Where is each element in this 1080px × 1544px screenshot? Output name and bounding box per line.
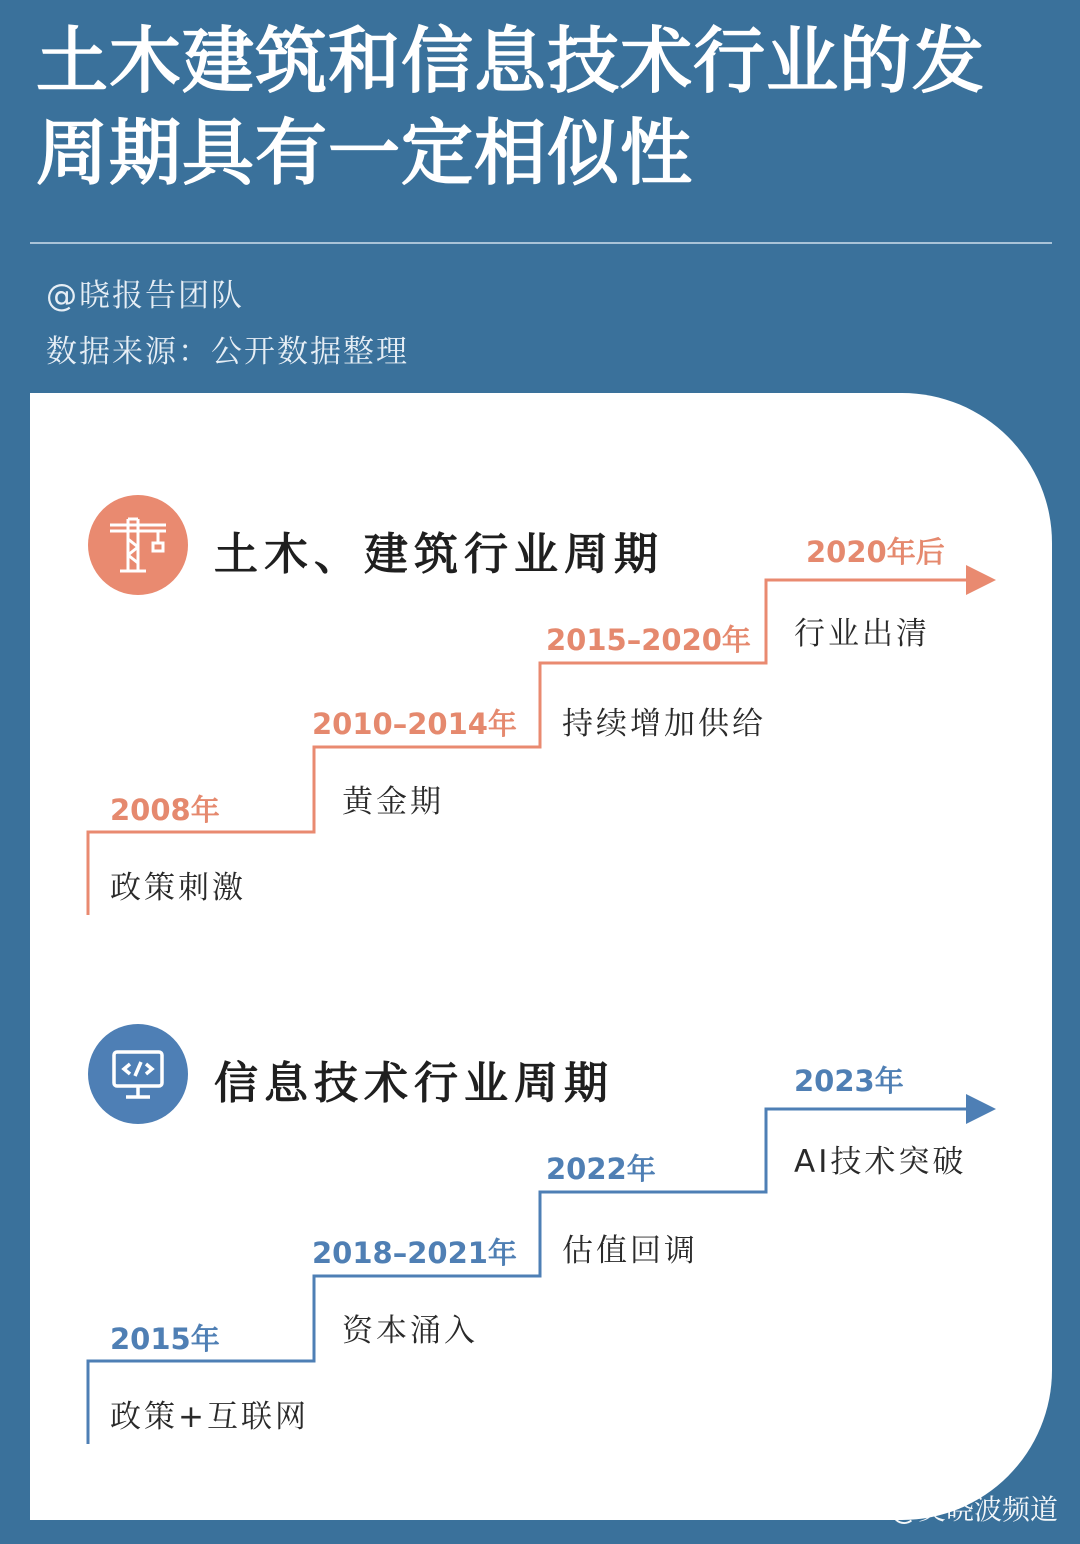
step-desc: 政策+互联网 — [110, 1399, 309, 1435]
step-desc: 持续增加供给 — [562, 706, 766, 742]
section-title-it: 信息技术行业周期 — [214, 1058, 614, 1109]
step-desc: 黄金期 — [342, 784, 444, 820]
step-year: 2022年 — [546, 1152, 656, 1186]
author-credit: @晓报告团队 — [46, 278, 244, 314]
section-title-construction: 土木、建筑行业周期 — [214, 529, 664, 580]
step-desc: 行业出清 — [794, 616, 930, 652]
title-line-1: 土木建筑和信息技术行业的发 — [36, 22, 986, 103]
watermark: @吴晓波频道 — [889, 1493, 1058, 1526]
step-year: 2020年后 — [806, 535, 945, 569]
step-year: 2015–2020年 — [546, 623, 751, 657]
step-desc: 估值回调 — [562, 1233, 698, 1269]
step-year: 2008年 — [110, 793, 220, 827]
step-year: 2018–2021年 — [312, 1236, 517, 1270]
step-desc: 资本涌入 — [342, 1313, 478, 1349]
step-year: 2015年 — [110, 1322, 220, 1356]
data-source: 数据来源：公开数据整理 — [46, 334, 409, 370]
step-desc: AI技术突破 — [794, 1144, 967, 1180]
step-year: 2010–2014年 — [312, 707, 517, 741]
step-year: 2023年 — [794, 1064, 904, 1098]
step-desc: 政策刺激 — [110, 870, 246, 906]
monitor-code-icon — [88, 1024, 188, 1124]
title-line-2: 周期具有一定相似性 — [36, 111, 694, 195]
